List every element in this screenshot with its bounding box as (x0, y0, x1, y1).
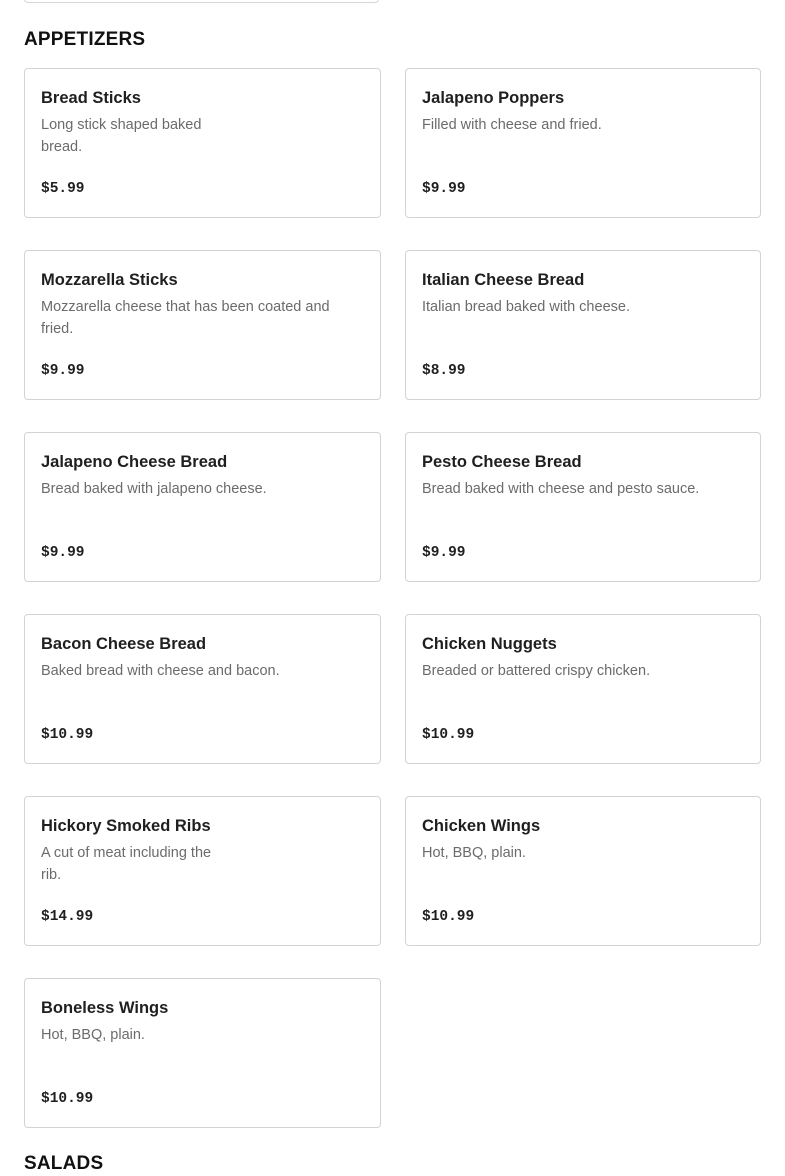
menu-item-description: Baked bread with cheese and bacon. (41, 663, 280, 679)
menu-item-price: $5.99 (41, 181, 85, 197)
menu-item-card[interactable] (24, 432, 381, 582)
menu-item-price: $9.99 (41, 545, 85, 561)
section-heading-appetizers: APPETIZERS (24, 29, 146, 50)
menu-item-price: $14.99 (41, 909, 94, 925)
menu-item-name: Jalapeno Poppers (422, 89, 565, 107)
menu-item-description: Breaded or battered crispy chicken. (422, 663, 651, 679)
menu-item-card[interactable] (405, 68, 761, 218)
menu-item-price: $10.99 (41, 727, 94, 743)
menu-item-card[interactable] (24, 250, 381, 400)
menu-item-description: Long stick shaped baked bread. (41, 117, 202, 155)
menu-item-card[interactable] (24, 978, 381, 1128)
menu-item-name: Italian Cheese Bread (422, 271, 585, 289)
menu-item-description: Italian bread baked with cheese. (422, 299, 630, 315)
menu-item-price: $10.99 (41, 1091, 94, 1107)
menu-item-name: Chicken Wings (422, 817, 541, 835)
menu-item-description: Mozzarella cheese that has been coated and fried. (41, 299, 330, 337)
menu-item-price: $10.99 (422, 909, 475, 925)
menu-item-description: Bread baked with cheese and pesto sauce. (422, 481, 700, 497)
menu-item-card[interactable] (405, 250, 761, 400)
menu-item-card[interactable] (405, 796, 761, 946)
menu-item-name: Boneless Wings (41, 999, 169, 1017)
menu-item-name: Jalapeno Cheese Bread (41, 453, 228, 471)
appetizers-grid (24, 68, 761, 1128)
menu-item-name: Mozzarella Sticks (41, 271, 178, 289)
menu-item-price: $9.99 (422, 181, 466, 197)
menu-item-name: Pesto Cheese Bread (422, 453, 582, 471)
menu-item-description: Hot, BBQ, plain. (422, 845, 526, 861)
menu-item-price: $8.99 (422, 363, 466, 379)
menu-item-description: A cut of meat including the rib. (41, 845, 212, 883)
menu-item-price: $9.99 (422, 545, 466, 561)
menu-item-description: Hot, BBQ, plain. (41, 1027, 145, 1043)
menu-item-name: Hickory Smoked Ribs (41, 817, 211, 835)
menu-item-price: $10.99 (422, 727, 475, 743)
menu-item-description: Bread baked with jalapeno cheese. (41, 481, 267, 497)
menu-item-name: Chicken Nuggets (422, 635, 557, 653)
menu-item-name: Bread Sticks (41, 89, 141, 107)
menu-item-card[interactable] (405, 432, 761, 582)
menu-item-card[interactable] (405, 614, 761, 764)
menu-item-price: $9.99 (41, 363, 85, 379)
previous-menu-item-card[interactable] (24, 0, 379, 3)
menu-item-card[interactable] (24, 68, 381, 218)
menu-item-name: Bacon Cheese Bread (41, 635, 207, 653)
section-heading-salads: SALADS (24, 1153, 104, 1174)
menu-item-card[interactable] (24, 614, 381, 764)
menu-item-description: Filled with cheese and fried. (422, 117, 602, 133)
menu-item-card[interactable] (24, 796, 381, 946)
